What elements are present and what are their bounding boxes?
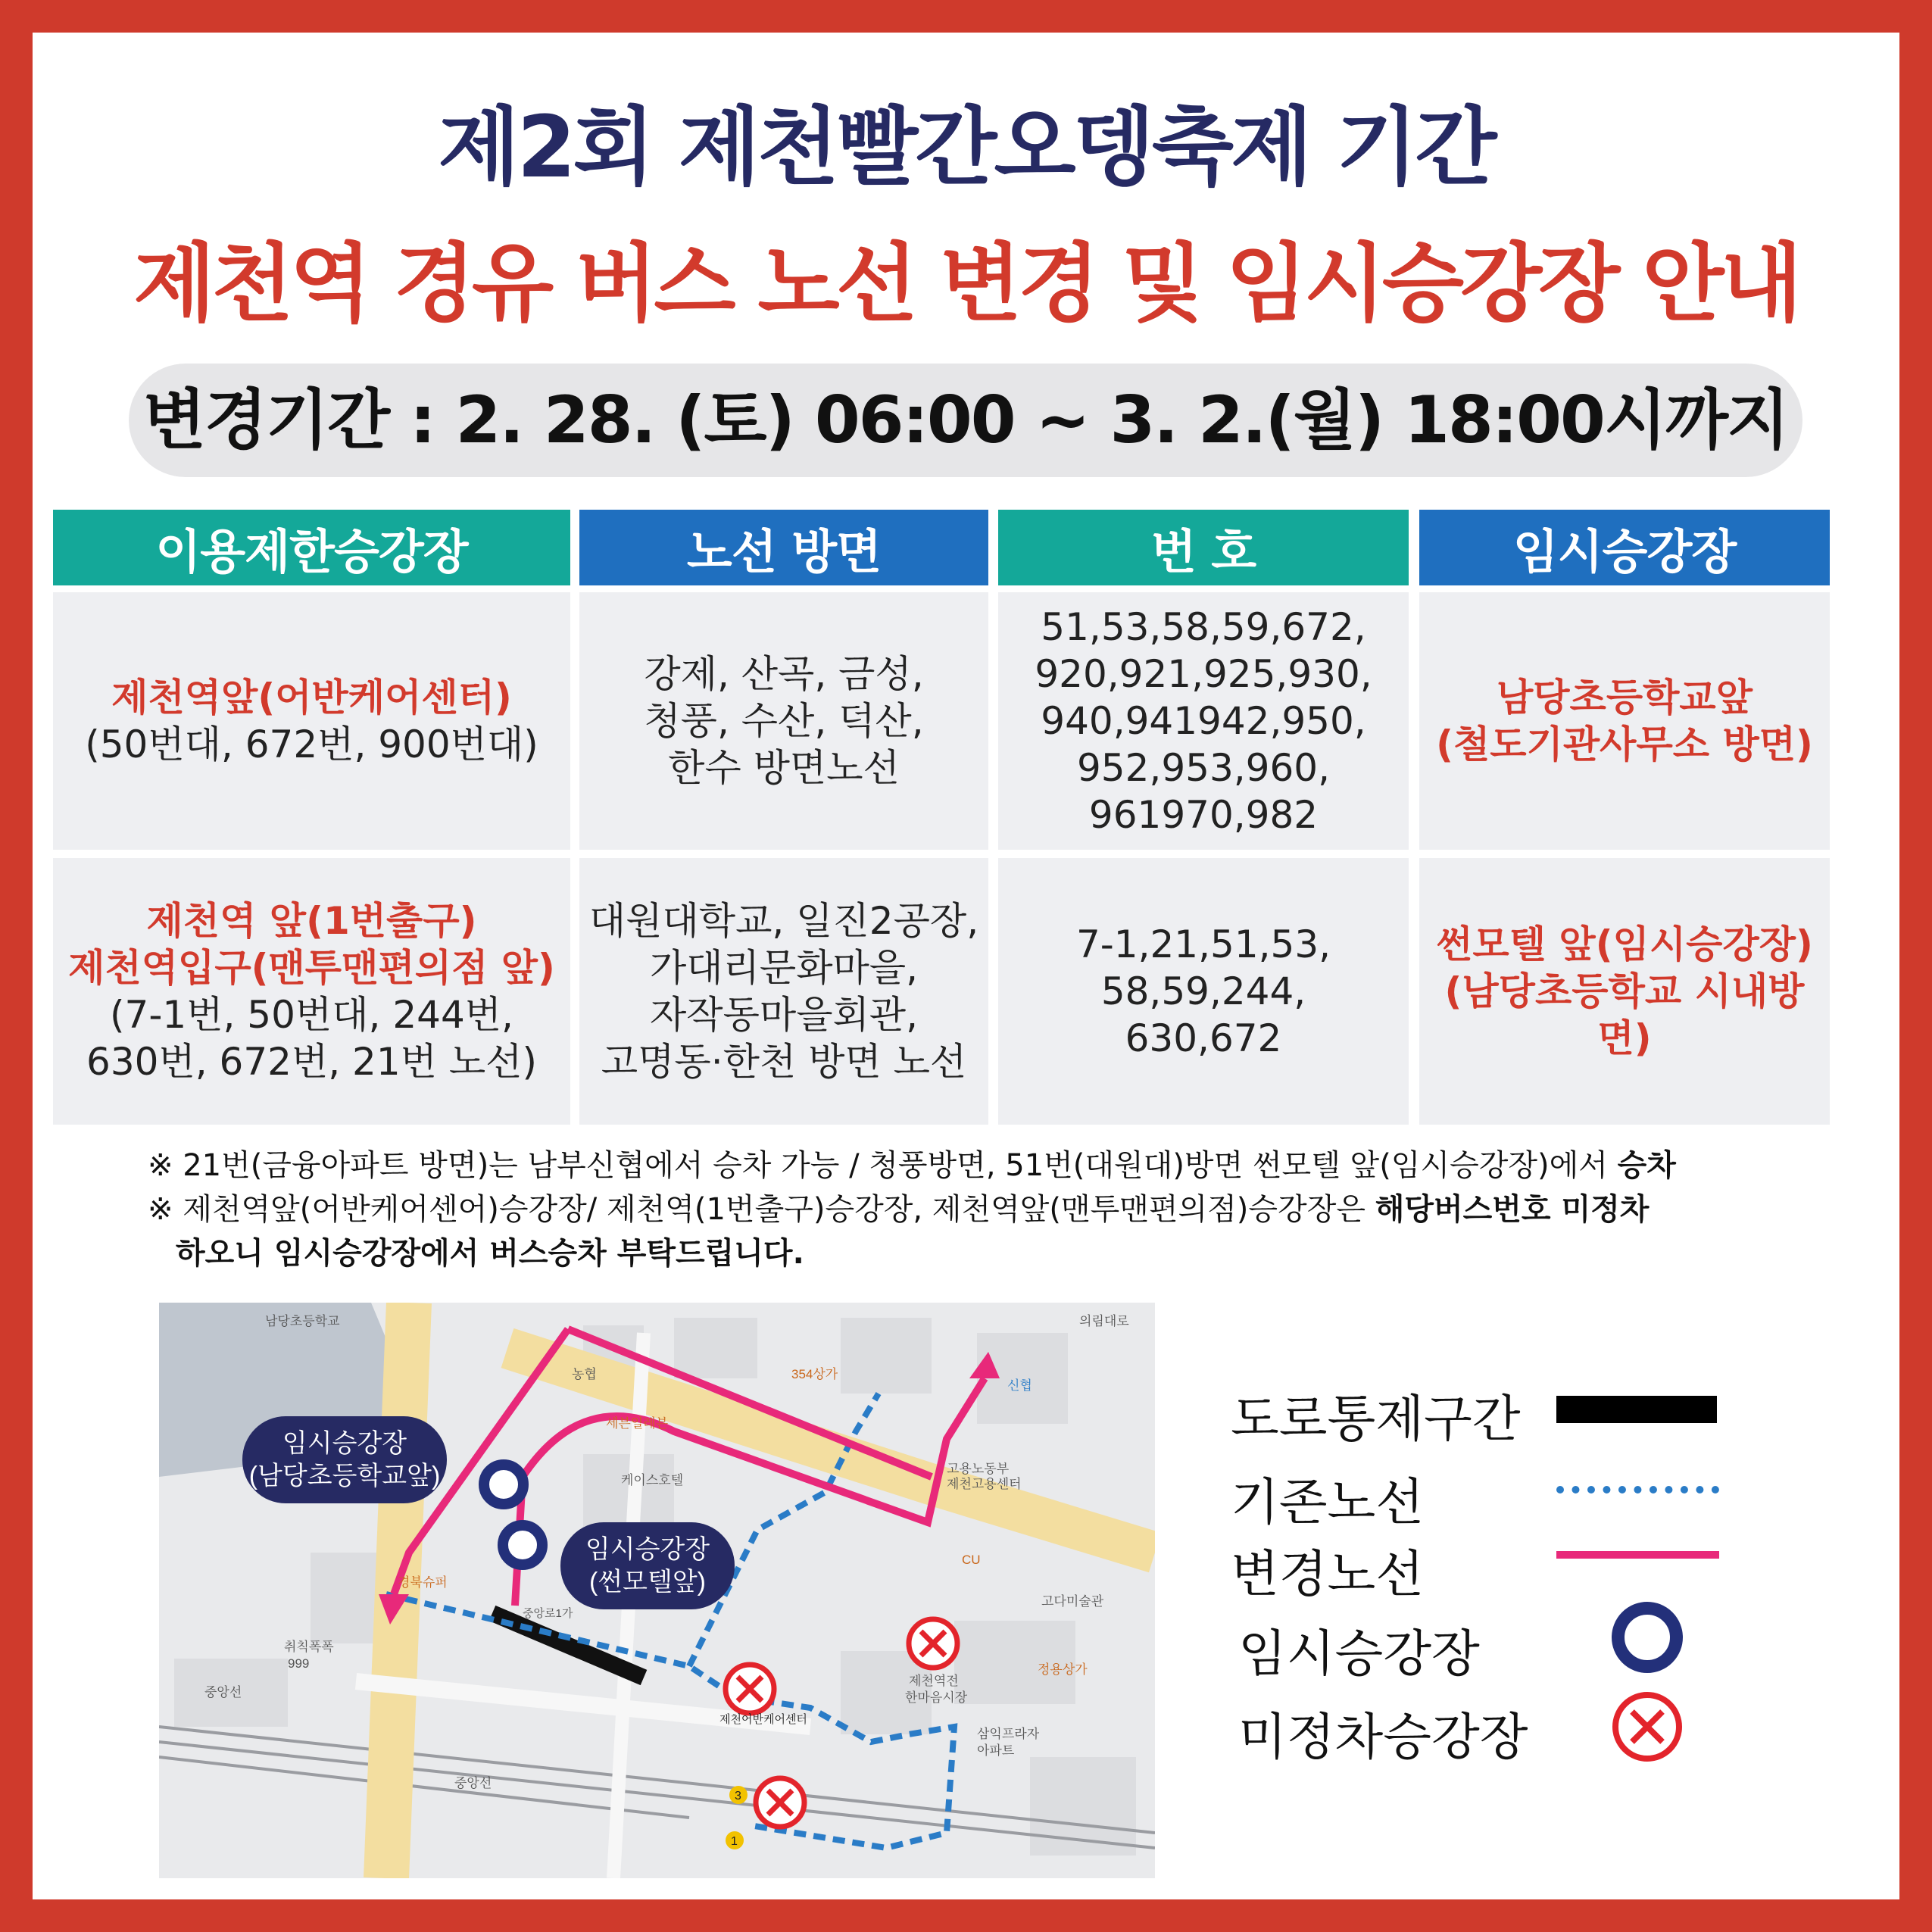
map-label-urban: 제천어반케어센터	[719, 1713, 807, 1726]
callout-left-line2: (남당초등학교앞)	[248, 1462, 441, 1490]
map-label-market1: 제천역전	[909, 1674, 959, 1688]
legend-temp-label: 임시승강장	[1238, 1625, 1480, 1683]
row1-numbers-line: 51,53,58,59,672,	[1041, 605, 1366, 649]
row1-numbers-line: 952,953,960,	[1077, 746, 1330, 790]
note-2-text: ※ 제천역앞(어반케어센어)승강장/ 제천역(1번출구)승강장, 제천역앞(맨투맨편의점)승강장은	[148, 1192, 1375, 1227]
legend-no-stop-icon	[1609, 1689, 1685, 1765]
callout-left-line1: 임시승강장	[282, 1429, 407, 1458]
row2-direction-line: 고명동·한천 방면 노선	[601, 1040, 967, 1084]
map-label-jungang2: 중앙선	[454, 1776, 492, 1790]
row2-direction-line: 가대리문화마을,	[650, 946, 918, 990]
map-label-jungang: 중앙선	[204, 1685, 242, 1699]
map-label-chichi2: 999	[288, 1656, 310, 1671]
title-line2: 제천역 경유 버스 노선 변경 및 임시승강장 안내	[133, 235, 1799, 333]
legend-changed-label: 변경노선	[1231, 1545, 1425, 1603]
row1-temp-line: 남당초등학교앞	[1496, 676, 1753, 719]
note-1-text: ※ 21번(금융아파트 방면)는 남부신협에서 승차 가능 / 청풍방면, 51번(대원대)방면 썬모텔 앞(임시승강장)에서	[148, 1148, 1618, 1183]
row2-stop-sub: 630번, 672번, 21번 노선)	[86, 1040, 537, 1084]
row1-direction-line: 한수 방면노선	[668, 746, 900, 790]
legend-existing-label: 기존노선	[1231, 1473, 1425, 1531]
map-label-num3: 3	[735, 1790, 741, 1802]
map-label-case-hotel: 케이스호텔	[621, 1473, 684, 1487]
map-label-samik2: 아파트	[977, 1743, 1015, 1758]
legend-temp-stop-icon	[1612, 1602, 1683, 1673]
map-label-labor2: 제천고용센터	[947, 1477, 1022, 1491]
legend-closure-label: 도로통제구간	[1231, 1390, 1521, 1448]
note-2	[148, 1189, 1649, 1230]
header-bus-numbers: 번 호	[998, 510, 1409, 585]
row2-restricted-stop	[53, 858, 570, 1125]
callout-right-line2: (썬모텔앞)	[588, 1568, 707, 1596]
row1-direction-line: 강제, 산곡, 금성,	[644, 652, 924, 696]
row2-numbers-line: 58,59,244,	[1100, 969, 1306, 1013]
row2-numbers-line: 7-1,21,51,53,	[1075, 922, 1331, 966]
header-restricted-stop: 이용제한승강장	[53, 510, 570, 585]
row1-numbers	[998, 592, 1409, 850]
row1-stop-name: 제천역앞(어반케어센터)	[111, 676, 512, 719]
map-label-354: 354상가	[791, 1367, 838, 1381]
legend-nostop-label: 미정차승강장	[1238, 1708, 1528, 1766]
map-label-sebun: 세븐일레븐	[606, 1416, 669, 1431]
map-label-cu: CU	[962, 1553, 981, 1567]
note-2-bold: 해당버스번호 미정차	[1375, 1192, 1650, 1227]
row2-direction-line: 자작동마을회관,	[650, 993, 918, 1037]
map-label-num1: 1	[731, 1835, 738, 1848]
note-1	[148, 1145, 1676, 1186]
row1-numbers-line: 940,941942,950,	[1041, 699, 1366, 743]
change-period: 변경기간 : 2. 28. (토) 06:00 ~ 3. 2.(월) 18:00시까지	[129, 364, 1802, 477]
map-label-gyeongbuk: 경북슈퍼	[398, 1575, 448, 1590]
row2-stop-sub: (7-1번, 50번대, 244번,	[110, 993, 513, 1037]
title-line1: 제2회 제천빨간오뎅축제 기간	[438, 98, 1494, 197]
header-temp-stop: 임시승강장	[1419, 510, 1830, 585]
note-3-bold: 하오니 임시승강장에서 버스승차 부탁드립니다.	[176, 1236, 804, 1271]
map-label-chichi1: 취칙폭폭	[284, 1640, 334, 1654]
note-3	[176, 1233, 804, 1274]
row1-temp-stop	[1419, 592, 1830, 850]
row1-numbers-line: 920,921,925,930,	[1035, 652, 1372, 696]
map-label-jeongyong: 정용상가	[1038, 1662, 1088, 1677]
map-label-nong: 농협	[572, 1367, 597, 1381]
map-label-daero: 의림대로	[1079, 1314, 1129, 1328]
map-label-station-road: 중앙로1가	[523, 1607, 573, 1620]
map-label-namdang: 남당초등학교	[265, 1314, 340, 1328]
row2-direction	[579, 858, 988, 1125]
route-map	[159, 1303, 1155, 1878]
legend-existing-line	[1556, 1486, 1719, 1493]
note-1-bold: 승차	[1617, 1148, 1676, 1183]
row1-temp-line: (철도기관사무소 방면)	[1436, 723, 1813, 766]
row1-direction	[579, 592, 988, 850]
legend-changed-line	[1556, 1551, 1719, 1559]
row1-direction-line: 청풍, 수산, 덕산,	[644, 699, 924, 743]
row1-numbers-line: 961970,982	[1088, 793, 1319, 837]
row2-temp-line: 썬모텔 앞(임시승강장)	[1436, 922, 1813, 966]
map-label-samik1: 삼익프라자	[977, 1727, 1040, 1741]
map-label-market2: 한마음시장	[905, 1690, 968, 1705]
map-label-labor: 고용노동부	[947, 1462, 1010, 1476]
row2-direction-line: 대원대학교, 일진2공장,	[588, 899, 979, 943]
legend-closure-bar	[1556, 1396, 1717, 1423]
row2-numbers-line: 630,672	[1125, 1016, 1282, 1060]
row2-numbers	[998, 858, 1409, 1125]
map-label-goda: 고다미술관	[1041, 1594, 1104, 1609]
map-label-shinhyup: 신협	[1007, 1378, 1032, 1393]
row2-temp-stop	[1419, 858, 1830, 1125]
callout-right-line1: 임시승강장	[585, 1535, 710, 1564]
row2-stop-name: 제천역 앞(1번출구)	[146, 899, 477, 943]
row2-stop-name: 제천역입구(맨투맨편의점 앞)	[68, 946, 555, 990]
header-route-direction: 노선 방면	[579, 510, 988, 585]
row1-restricted-stop	[53, 592, 570, 850]
row2-temp-line: (남당초등학교 시내방면)	[1444, 969, 1805, 1060]
row1-stop-sub: (50번대, 672번, 900번대)	[85, 723, 538, 766]
